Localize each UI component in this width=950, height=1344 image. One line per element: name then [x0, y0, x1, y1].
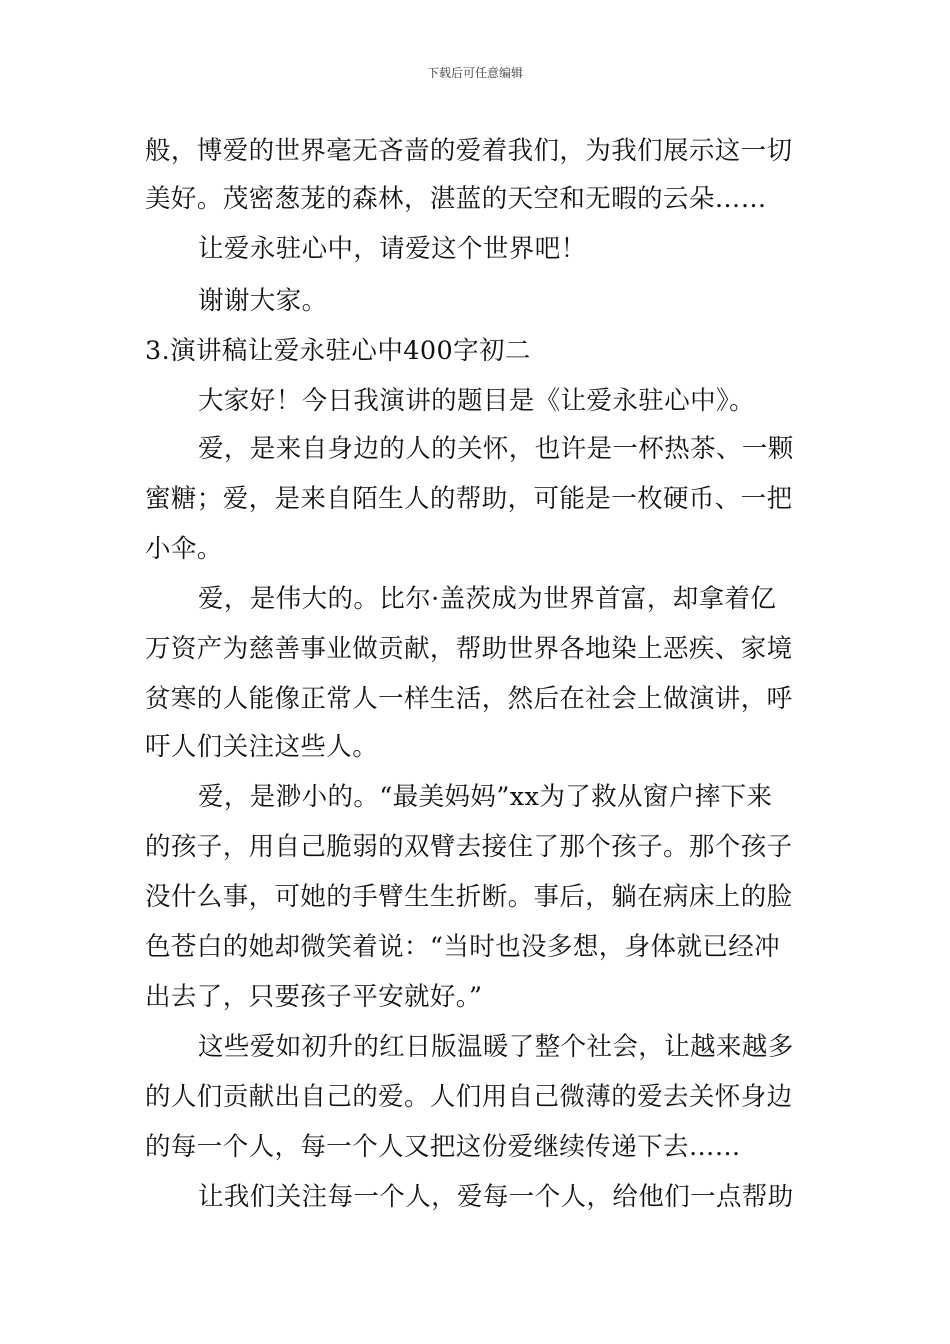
text-line: 让爱永驻心中，请爱这个世界吧！: [198, 234, 587, 264]
text-line: 色苍白的她却微笑着说：“当时也没多想，身体就已经冲: [145, 932, 781, 962]
text-line: 美好。茂密葱茏的森林，湛蓝的天空和无暇的云朵……: [145, 184, 767, 214]
text-line: 蜜糖；爱，是来自陌生人的帮助，可能是一枚硬币、一把: [145, 484, 793, 514]
text-line: 万资产为慈善事业做贡献，帮助世界各地染上恶疾、家境: [145, 634, 793, 664]
text-line: 爱，是伟大的。比尔·盖茨成为世界首富，却拿着亿: [198, 584, 777, 614]
section-heading: 3.演讲稿让爱永驻心中400字初二: [145, 336, 531, 366]
text-line: 爱，是来自身边的人的关怀，也许是一杯热茶、一颗: [198, 434, 794, 464]
text-line: 贫寒的人能像正常人一样生活，然后在社会上做演讲，呼: [145, 684, 793, 714]
text-line: 的每一个人，每一个人又把这份爱继续传递下去……: [145, 1132, 741, 1162]
text-line: 出去了，只要孩子平安就好。”: [145, 982, 483, 1012]
text-line: 吁人们关注这些人。: [145, 732, 379, 762]
text-line: 般，博爱的世界毫无吝啬的爱着我们，为我们展示这一切: [145, 136, 793, 166]
text-line: 谢谢大家。: [198, 286, 328, 316]
text-line: 大家好！今日我演讲的题目是《让爱永驻心中》。: [198, 386, 756, 416]
text-line: 的人们贡献出自己的爱。人们用自己微薄的爱去关怀身边: [145, 1082, 793, 1112]
text-line: 这些爱如初升的红日版温暖了整个社会，让越来越多: [198, 1032, 794, 1062]
text-line: 的孩子，用自己脆弱的双臂去接住了那个孩子。那个孩子: [145, 832, 793, 862]
page-header: 下载后可任意编辑: [426, 66, 523, 80]
text-line: 没什么事，可她的手臂生生折断。事后，躺在病床上的脸: [145, 882, 793, 912]
text-line: 小伞。: [145, 534, 223, 564]
text-line: 爱，是渺小的。“最美妈妈”xx为了救从窗户摔下来: [198, 782, 773, 812]
text-line: 让我们关注每一个人，爱每一个人，给他们一点帮助: [198, 1182, 794, 1212]
